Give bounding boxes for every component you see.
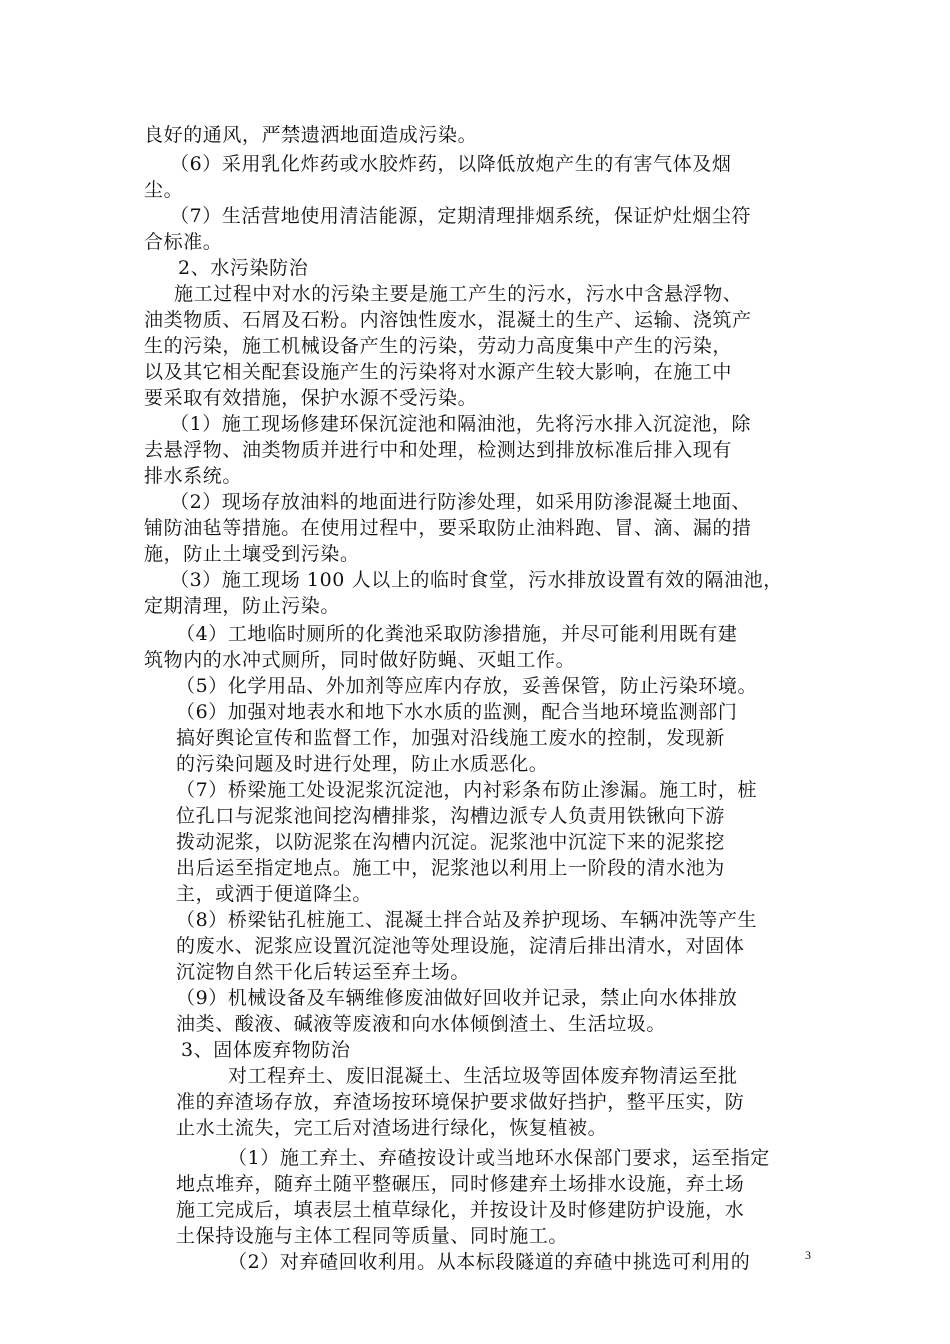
text-line: 的废水、泥浆应设置沉淀池等处理设施，淀清后排出清水，对固体	[176, 935, 745, 957]
text-line: 施工完成后，填表层土植草绿化，并按设计及时修建防护设施，水	[176, 1199, 745, 1221]
text-line: （2）对弃碴回收利用。从本标段隧道的弃碴中挑选可利用的	[228, 1251, 751, 1273]
text-line: 油类、酸液、碱液等废液和向水体倾倒渣土、生活垃圾。	[176, 1013, 667, 1035]
text-line: 筑物内的水冲式厕所，同时做好防蝇、灭蛆工作。	[144, 649, 576, 671]
text-line: （3）施工现场 100 人以上的临时食堂，污水排放设置有效的隔油池，	[170, 569, 783, 591]
text-line: 合标准。	[144, 231, 223, 253]
text-line: （6）加强对地表水和地下水水质的监测，配合当地环境监测部门	[176, 701, 738, 723]
text-line: （6）采用乳化炸药或水胶炸药，以降低放炮产生的有害气体及烟	[170, 153, 732, 175]
text-line: （2）现场存放油料的地面进行防渗处理，如采用防渗混凝土地面、	[170, 491, 752, 513]
text-line: 铺防油毡等措施。在使用过程中，要采取防止油料跑、冒、滴、漏的措	[144, 517, 752, 539]
section-heading: 2、水污染防治	[178, 257, 309, 279]
text-line: （7）生活营地使用清洁能源，定期清理排烟系统，保证炉灶烟尘符	[170, 205, 752, 227]
text-line: 排水系统。	[144, 465, 243, 487]
text-line: 位孔口与泥浆池间挖沟槽排浆，沟槽边派专人负责用铁锹向下游	[176, 805, 725, 827]
text-line: 以及其它相关配套设施产生的污染将对水源产生较大影响，在施工中	[144, 361, 733, 383]
text-line: （1）施工现场修建环保沉淀池和隔油池，先将污水排入沉淀池，除	[170, 413, 752, 435]
text-line: 出后运至指定地点。施工中，泥浆池以利用上一阶段的清水池为	[176, 857, 725, 879]
text-line: （1）施工弃土、弃碴按设计或当地环水保部门要求，运至指定	[228, 1147, 770, 1169]
text-line: 要采取有效措施，保护水源不受污染。	[144, 387, 478, 409]
text-line: 地点堆弃，随弃土随平整碾压，同时修建弃土场排水设施，弃土场	[176, 1173, 745, 1195]
text-line: （5）化学用品、外加剂等应库内存放，妥善保管，防止污染环境。	[176, 675, 758, 697]
text-line: （9）机械设备及车辆维修废油做好回收并记录，禁止向水体排放	[176, 987, 738, 1009]
text-line: 油类物质、石屑及石粉。内溶蚀性废水，混凝土的生产、运输、浇筑产	[144, 309, 752, 331]
text-line: 沉淀物自然干化后转运至弃土场。	[176, 961, 471, 983]
text-line: 去悬浮物、油类物质并进行中和处理，检测达到排放标准后排入现有	[144, 439, 733, 461]
text-line: 施工过程中对水的污染主要是施工产生的污水，污水中含悬浮物、	[174, 283, 743, 305]
text-line: 搞好舆论宣传和监督工作，加强对沿线施工废水的控制，发现新	[176, 727, 725, 749]
text-line: 定期清理，防止污染。	[144, 595, 341, 617]
page-number: 3	[805, 1248, 811, 1262]
text-line: （4）工地临时厕所的化粪池采取防渗措施，并尽可能利用既有建	[176, 623, 738, 645]
text-line: 拨动泥浆，以防泥浆在沟槽内沉淀。泥浆池中沉淀下来的泥浆挖	[176, 831, 725, 853]
text-line: 施，防止土壤受到污染。	[144, 543, 360, 565]
text-line: 主，或洒于便道降尘。	[176, 883, 373, 905]
text-line: 对工程弃土、废旧混凝土、生活垃圾等固体废弃物清运至批	[228, 1065, 738, 1087]
text-line: 生的污染，施工机械设备产生的污染，劳动力高度集中产生的污染，	[144, 335, 733, 357]
text-line: 尘。	[144, 179, 184, 201]
text-line: 土保持设施与主体工程同等质量、同时施工。	[176, 1225, 569, 1247]
text-line: （7）桥梁施工处设泥浆沉淀池，内衬彩条布防止渗漏。施工时，桩	[176, 779, 758, 801]
section-heading: 3、固体废弃物防治	[181, 1039, 351, 1061]
text-line: 止水土流失，完工后对渣场进行绿化，恢复植被。	[176, 1117, 608, 1139]
text-line: 良好的通风，严禁遗洒地面造成污染。	[144, 124, 478, 146]
text-line: （8）桥梁钻孔桩施工、混凝土拌合站及养护现场、车辆冲洗等产生	[176, 909, 758, 931]
text-line: 的污染问题及时进行处理，防止水质恶化。	[176, 753, 549, 775]
text-line: 准的弃渣场存放，弃渣场按环境保护要求做好挡护，整平压实，防	[176, 1091, 745, 1113]
